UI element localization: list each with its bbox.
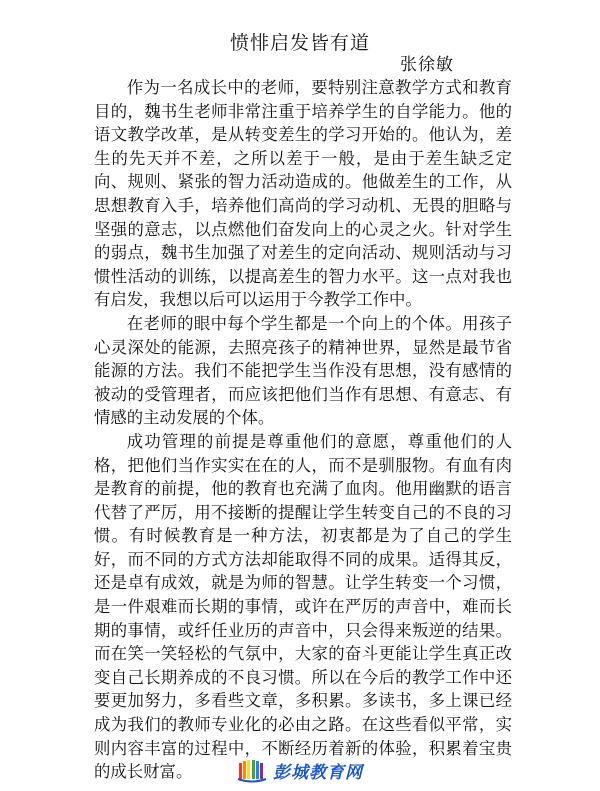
paragraph-2: 在老师的眼中每个学生都是一个向上的个体。用孩子心灵深处的能源，去照亮孩子的精神世界，显然是最节省能源的方法。我们不能把学生当作没有思想，没有感情的被动的受管理者，而应该把他们当作有思想、有意志、有情感的主动发展的个体。 xyxy=(94,313,512,428)
document-author: 张徐敏 xyxy=(400,55,454,75)
document-body xyxy=(94,76,512,784)
paragraph-3: 成功管理的前提是尊重他们的意愿，尊重他们的人格，把他们当作实实在在的人，而不是驯服物。有血有肉是教育的前提，他的教育也充满了血肉。他用幽默的语言代替了严厉，用不接断的提醒让学生转变自己的不良的习惯。有时候教育是一种方法，初衷都是为了自己的学生好，而不同的方式方法却能取得不同的成果。适得其反，还是卓有成效，就是为师的智慧。让学生转变一个习惯，是一件艰难而长期的事情，或许在严厉的声音中，难而长期的事情，或纤任业历的声音中，只会得来叛逆的结果。而在笑一笑轻松的气氛中，大家的奋斗更能让学生真正改变自己长期养成的不良习惯。所以在今后的教学工作中还要更加努力，多看些文章，多积累。多读书，多上课已经成为我们的教师专业化的必由之路。在这些看似平常，实则内容丰富的过程中，不断经历着新的体验，积累着宝贵的成长财富。 xyxy=(94,431,512,782)
document-title: 愤悱启发皆有道 xyxy=(229,32,370,54)
book-logo-icon xyxy=(237,757,267,783)
paragraph-1: 作为一名成长中的老师，要特别注意教学方式和教育目的，魏书生老师非常注重于培养学生的自学能力。他的语文教学改革，是从转变差生的学习开始的。他认为，差生的先天并不差，之所以差于一般，是由于差生缺乏定向、规则、紧张的智力活动造成的。他做差生的工作，从思想教育入手，培养他们高尚的学习动机、无畏的胆略与坚强的意志，以点燃他们奋发向上的心灵之火。针对学生的弱点，魏书生加强了对差生的定向活动、规则活动与习惯性活动的训练，以提高差生的智力水平。这一点对我也有启发，我想以后可以运用于今教学工作中。 xyxy=(94,78,512,310)
site-watermark xyxy=(0,757,600,783)
watermark-text: 彭城教育网 xyxy=(273,762,363,783)
